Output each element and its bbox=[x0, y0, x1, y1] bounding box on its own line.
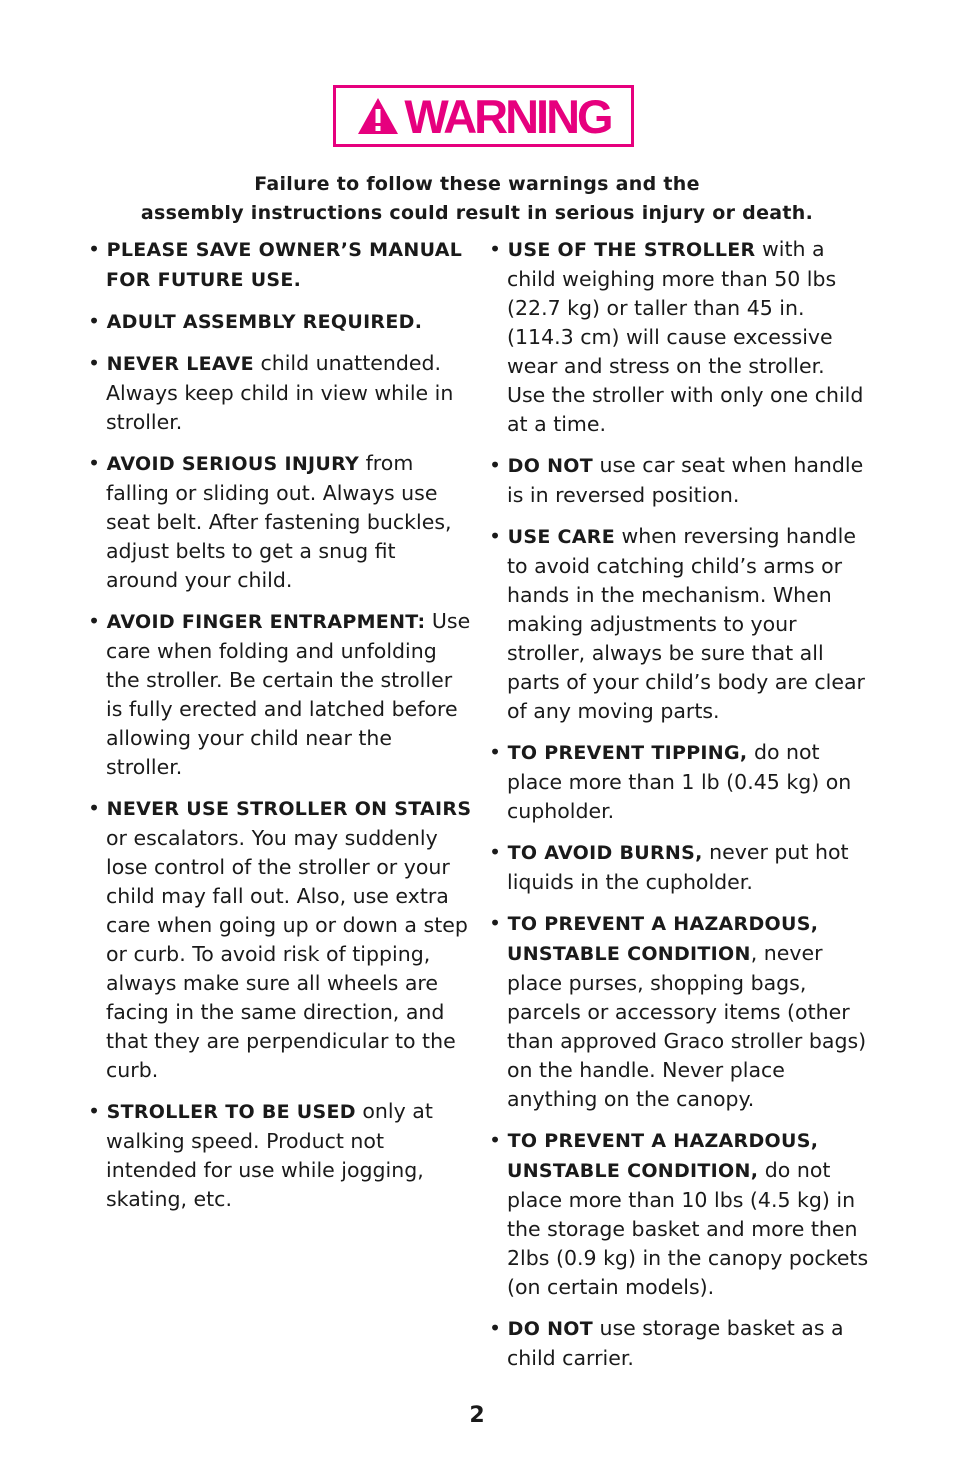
page-number: 2 bbox=[469, 1403, 485, 1428]
warning-triangle-icon bbox=[356, 92, 404, 140]
warning-item-heading: DO NOT bbox=[507, 455, 593, 477]
warning-item-text: from falling or sliding out. Always use seat belt. After fastening buckles, adjust belts to get a snug fit around your child. bbox=[106, 451, 452, 592]
warning-item-text: , never place purses, shopping bags, parcels or accessory items (other than approved Graco stroller bags) on the handle. Never place anything on the canopy. bbox=[507, 941, 867, 1111]
bullet: • bbox=[489, 524, 502, 548]
bullet: • bbox=[489, 911, 502, 935]
warning-item-heading: TO PREVENT A HAZARDOUS, UNSTABLE CONDITION bbox=[507, 913, 819, 965]
warning-item-heading: USE OF THE STROLLER bbox=[507, 239, 756, 261]
right-warning-column bbox=[489, 235, 869, 1385]
warning-item bbox=[489, 1126, 869, 1302]
warning-item bbox=[88, 307, 473, 337]
warning-item bbox=[88, 607, 473, 782]
bullet: • bbox=[88, 309, 101, 333]
warning-item bbox=[88, 1097, 473, 1214]
bullet: • bbox=[88, 451, 101, 475]
warning-item-text: when reversing handle to avoid catching child’s arms or hands in the mechanism. When making adjustments to your stroller, always be sure that all parts of your child’s body are clear of any moving parts. bbox=[507, 524, 865, 723]
warning-item bbox=[88, 449, 473, 595]
warning-banner bbox=[333, 85, 634, 147]
warning-title: WARNING bbox=[404, 89, 611, 143]
warning-item-heading: NEVER LEAVE bbox=[106, 353, 254, 375]
warning-item bbox=[489, 1314, 869, 1373]
bullet: • bbox=[88, 237, 101, 261]
bullet: • bbox=[88, 1099, 101, 1123]
warning-item bbox=[489, 522, 869, 726]
warning-item-text: Use care when folding and unfolding the stroller. Be certain the stroller is fully erected and latched before allowing your child near the stroller. bbox=[106, 609, 471, 779]
bullet: • bbox=[489, 1316, 502, 1340]
warning-item-heading: TO PREVENT TIPPING, bbox=[507, 742, 748, 764]
warning-item bbox=[489, 738, 869, 826]
warning-item-text: child unattended. Always keep child in view while in stroller. bbox=[106, 351, 454, 434]
warning-item-text: do not place more than 10 lbs (4.5 kg) in the storage basket and more then 2lbs (0.9 kg) in the canopy pockets (on certain models). bbox=[507, 1158, 869, 1299]
warning-item bbox=[88, 349, 473, 437]
warning-item bbox=[489, 838, 869, 897]
warning-item bbox=[489, 909, 869, 1114]
warning-item bbox=[489, 235, 869, 439]
bullet: • bbox=[489, 237, 502, 261]
bullet: • bbox=[88, 796, 101, 820]
warning-item-heading: AVOID SERIOUS INJURY bbox=[106, 453, 360, 475]
bullet: • bbox=[88, 351, 101, 375]
warning-item-text: use storage basket as a child carrier. bbox=[507, 1316, 844, 1370]
warning-item bbox=[88, 794, 473, 1085]
warning-item-heading: NEVER USE STROLLER ON STAIRS bbox=[106, 798, 472, 820]
warning-item-heading: TO PREVENT A HAZARDOUS, UNSTABLE CONDITION, bbox=[507, 1130, 819, 1182]
warning-item-text: only at walking speed. Product not intended for use while jogging, skating, etc. bbox=[106, 1099, 433, 1211]
bullet: • bbox=[489, 740, 502, 764]
warning-item bbox=[489, 451, 869, 510]
bullet: • bbox=[489, 840, 502, 864]
intro-line-1: Failure to follow these warnings and the bbox=[254, 173, 700, 195]
warning-item-heading: ADULT ASSEMBLY REQUIRED. bbox=[106, 311, 423, 333]
warning-item-heading: AVOID FINGER ENTRAPMENT: bbox=[106, 611, 426, 633]
intro-line-2: assembly instructions could result in serious injury or death. bbox=[140, 202, 814, 224]
warning-item-heading: PLEASE SAVE OWNER’S MANUAL FOR FUTURE USE. bbox=[106, 239, 463, 291]
bullet: • bbox=[88, 609, 101, 633]
bullet: • bbox=[489, 1128, 502, 1152]
warning-item-text: or escalators. You may suddenly lose control of the stroller or your child may fall out. Also, use extra care when going up or down a step or curb. To avoid risk of tipping, always make sure all wheels are facing in the same direction, and that they are perpendicular to the curb. bbox=[106, 826, 468, 1082]
warning-item-text: do not place more than 1 lb (0.45 kg) on cupholder. bbox=[507, 740, 852, 823]
warning-item-text: use car seat when handle is in reversed position. bbox=[507, 453, 864, 507]
left-warning-column bbox=[88, 235, 473, 1226]
warning-item-heading: TO AVOID BURNS, bbox=[507, 842, 703, 864]
warning-item-text: with a child weighing more than 50 lbs (22.7 kg) or taller than 45 in. (114.3 cm) will cause excessive wear and stress on the stroller. Use the stroller with only one child at a time. bbox=[507, 237, 864, 436]
bullet: • bbox=[489, 453, 502, 477]
warning-item-text: never put hot liquids in the cupholder. bbox=[507, 840, 849, 894]
warning-item-heading: DO NOT bbox=[507, 1318, 593, 1340]
warning-item-heading: USE CARE bbox=[507, 526, 615, 548]
warning-item bbox=[88, 235, 473, 295]
warning-item-heading: STROLLER TO BE USED bbox=[106, 1101, 356, 1123]
